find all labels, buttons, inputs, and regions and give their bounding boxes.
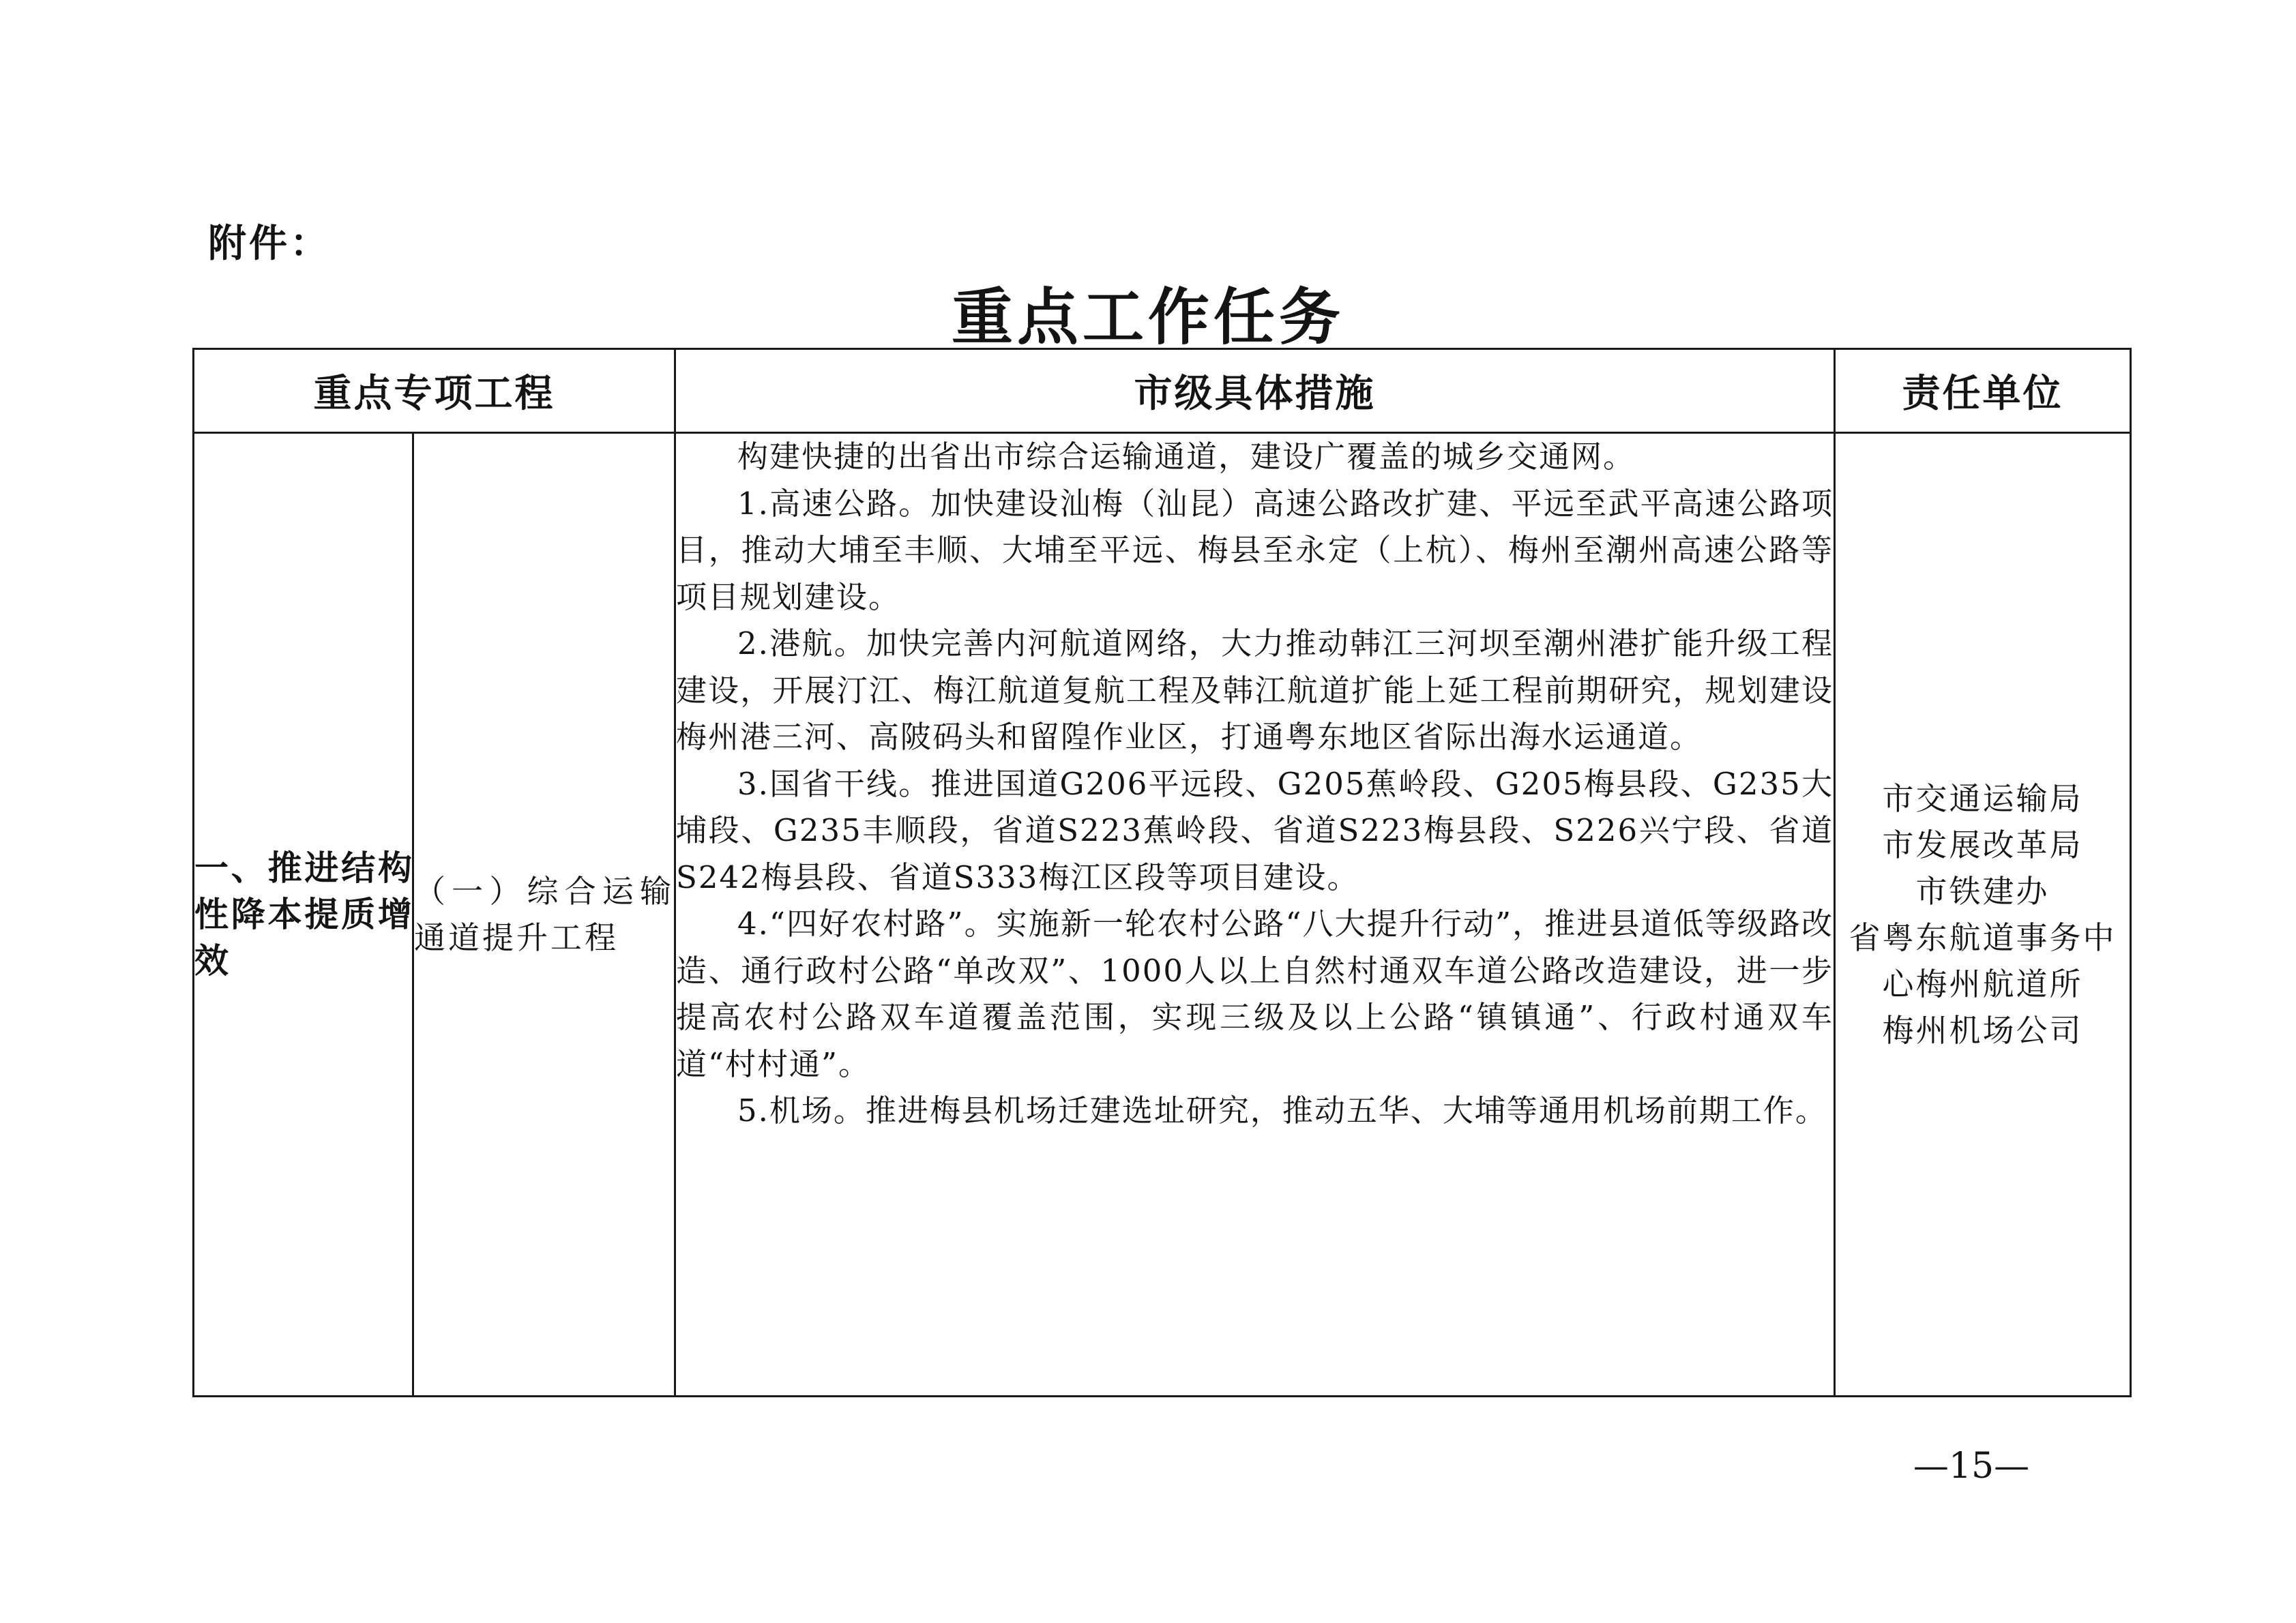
header-units: 责任单位 xyxy=(1835,349,2131,433)
responsible-unit: 市铁建办 xyxy=(1915,873,2050,910)
responsible-unit: 市发展改革局 xyxy=(1882,827,2083,863)
measure-intro: 构建快捷的出省出市综合运输通道，建设广覆盖的城乡交通网。 xyxy=(737,438,1636,475)
tasks-table xyxy=(192,348,2132,1397)
measures-cell xyxy=(675,433,1835,1397)
page-number: —15— xyxy=(1913,1446,2030,1487)
annex-label: 附件： xyxy=(208,222,331,266)
table-row xyxy=(194,433,2131,1397)
measure-item: 2.港航。加快完善内河航道网络，大力推动韩江三河坝至潮州港扩能升级工程建设，开展汀江、梅江航道复航工程及韩江航道扩能上延工程前期研究，规划建设梅州港三河、高陂码头和留隍作业区，打通粤东地区省际出海水运通道。 xyxy=(676,625,1834,755)
responsible-unit: 市交通运输局 xyxy=(1882,780,2083,817)
responsible-unit: 梅州机场公司 xyxy=(1882,1012,2083,1049)
measure-item: 3.国省干线。推进国道G206平远段、G205蕉岭段、G205梅县段、G235大埔段、G235丰顺段，省道S223蕉岭段、省道S223梅县段、S226兴宁段、省道S242梅县段、省道S333梅江区段等项目建设。 xyxy=(676,765,1834,895)
category-cell: 一、推进结构性降本提质增效 xyxy=(194,433,413,1397)
responsible-unit: 省粤东航道事务中心梅州航道所 xyxy=(1849,919,2117,1002)
responsible-units-cell xyxy=(1835,433,2131,1397)
subcategory-cell: （一）综合运输通道提升工程 xyxy=(413,433,675,1397)
header-measures: 市级具体措施 xyxy=(675,349,1835,433)
measure-item: 5.机场。推进梅县机场迁建选址研究，推动五华、大埔等通用机场前期工作。 xyxy=(737,1092,1827,1129)
header-row xyxy=(194,349,2131,433)
header-project: 重点专项工程 xyxy=(194,349,675,433)
measure-item: 1.高速公路。加快建设汕梅（汕昆）高速公路改扩建、平远至武平高速公路项目，推动大埔至丰顺、大埔至平远、梅县至永定（上杭）、梅州至潮州高速公路等项目规划建设。 xyxy=(676,485,1834,615)
document-title: 重点工作任务 xyxy=(952,281,1344,353)
measure-item: 4.“四好农村路”。实施新一轮农村公路“八大提升行动”，推进县道低等级路改造、通行政村公路“单改双”、1000人以上自然村通双车道公路改造建设，进一步提高农村公路双车道覆盖范围，实现三级及以上公路“镇镇通”、行政村通双车道“村村通”。 xyxy=(676,906,1834,1082)
